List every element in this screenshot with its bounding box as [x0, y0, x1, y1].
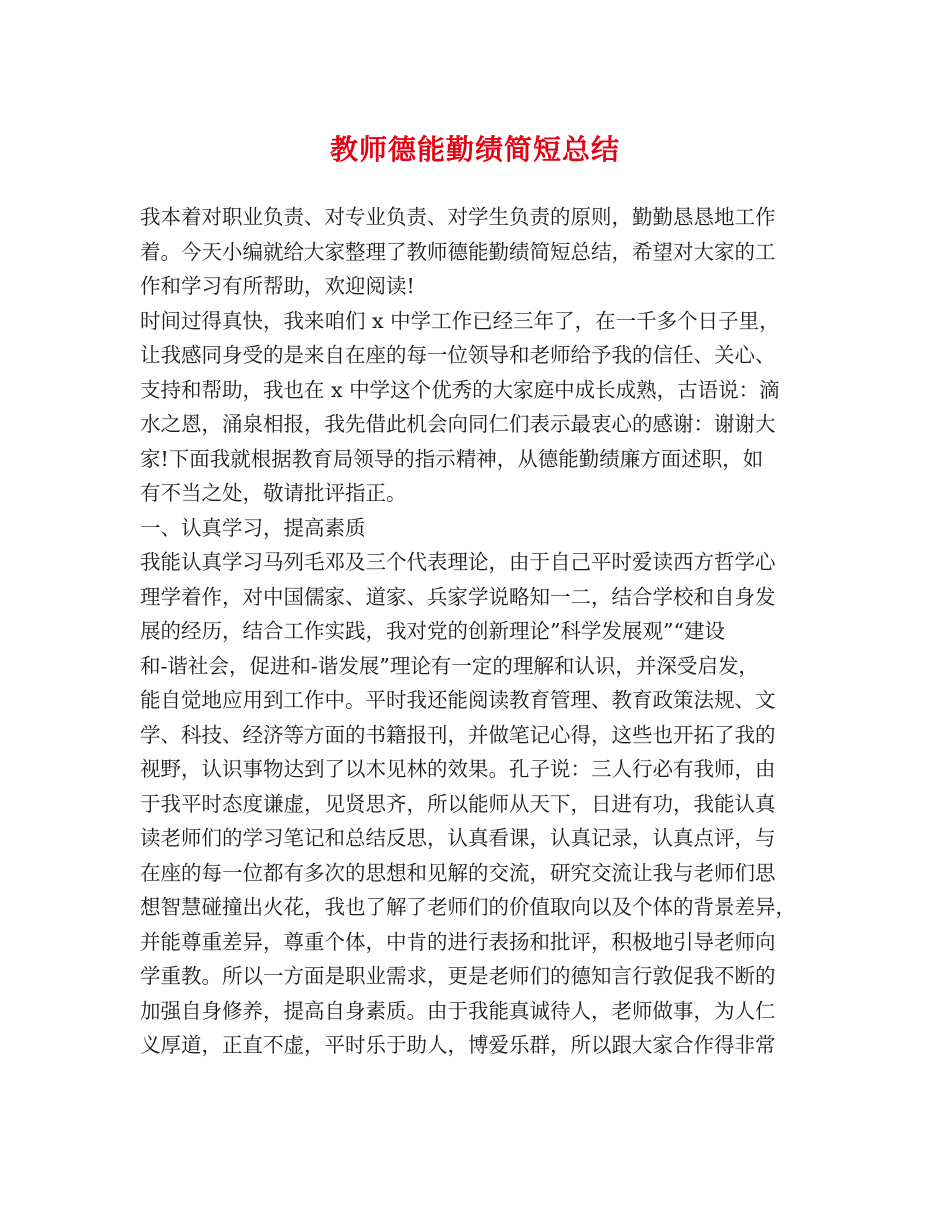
body-line: 加强自身修养，提高自身素质。由于我能真诚待人，老师做事，为人仁: [140, 998, 776, 1023]
body-line: 水之恩，涌泉相报，我先借此机会向同仁们表示最衷心的感谢：谢谢大: [140, 412, 776, 436]
document-body: [140, 200, 830, 1063]
body-line: 时间过得真快，我来咱们 x 中学工作已经三年了，在一千多个日子里，: [140, 308, 780, 333]
body-line: 义厚道，正直不虚，平时乐于助人，博爱乐群，所以跟大家合作得非常: [140, 1033, 776, 1057]
body-line: 理学着作，对中国儒家、道家、兵家学说略知一二，结合学校和自身发: [140, 584, 776, 609]
body-line: 一、认真学习，提高素质: [140, 515, 366, 540]
body-line: 想智慧碰撞出火花，我也了解了老师们的价值取向以及个体的背景差异，: [140, 895, 796, 919]
body-line: 我能认真学习马列毛邓及三个代表理论，由于自己平时爱读西方哲学心: [140, 550, 776, 574]
body-line: 于我平时态度谦虚，见贤思齐，所以能师从天下，日进有功，我能认真: [140, 791, 776, 816]
body-line: 能自觉地应用到工作中。平时我还能阅读教育管理、教育政策法规、文: [140, 688, 776, 712]
body-line: 视野，认识事物达到了以木见林的效果。孔子说：三人行必有我师，由: [140, 757, 776, 781]
body-line: 着。今天小编就给大家整理了教师德能勤绩简短总结，希望对大家的工: [140, 239, 776, 264]
body-line: 和-谐社会，促进和-谐发展”理论有一定的理解和认识，并深受启发，: [140, 653, 759, 678]
body-line: 让我感同身受的是来自在座的每一位领导和老师给予我的信任、关心、: [140, 343, 776, 367]
body-line: 我本着对职业负责、对专业负责、对学生负责的原则，勤勤恳恳地工作: [140, 205, 776, 229]
body-line: 作和学习有所帮助，欢迎阅读!: [140, 274, 415, 298]
body-line: 在座的每一位都有多次的思想和见解的交流，研究交流让我与老师们思: [140, 860, 776, 885]
body-line: 学、科技、经济等方面的书籍报刊，并做笔记心得，这些也开拓了我的: [140, 722, 776, 747]
body-line: 家!下面我就根据教育局领导的指示精神，从德能勤绩廉方面述职，如: [140, 446, 764, 471]
document-title: 教师德能勤绩简短总结: [329, 133, 620, 166]
body-line: 展的经历，结合工作实践，我对党的创新理论”科学发展观”“建设: [140, 619, 725, 643]
body-line: 并能尊重差异，尊重个体，中肯的进行表扬和批评，积极地引导老师向: [140, 929, 776, 954]
body-line: 有不当之处，敬请批评指正。: [140, 481, 407, 505]
body-line: 支持和帮助，我也在 x 中学这个优秀的大家庭中成长成熟，古语说：滴: [140, 377, 780, 402]
body-line: 读老师们的学习笔记和总结反思，认真看课，认真记录，认真点评，与: [140, 826, 776, 850]
body-line: 学重教。所以一方面是职业需求，更是老师们的德知言行敦促我不断的: [140, 964, 776, 988]
